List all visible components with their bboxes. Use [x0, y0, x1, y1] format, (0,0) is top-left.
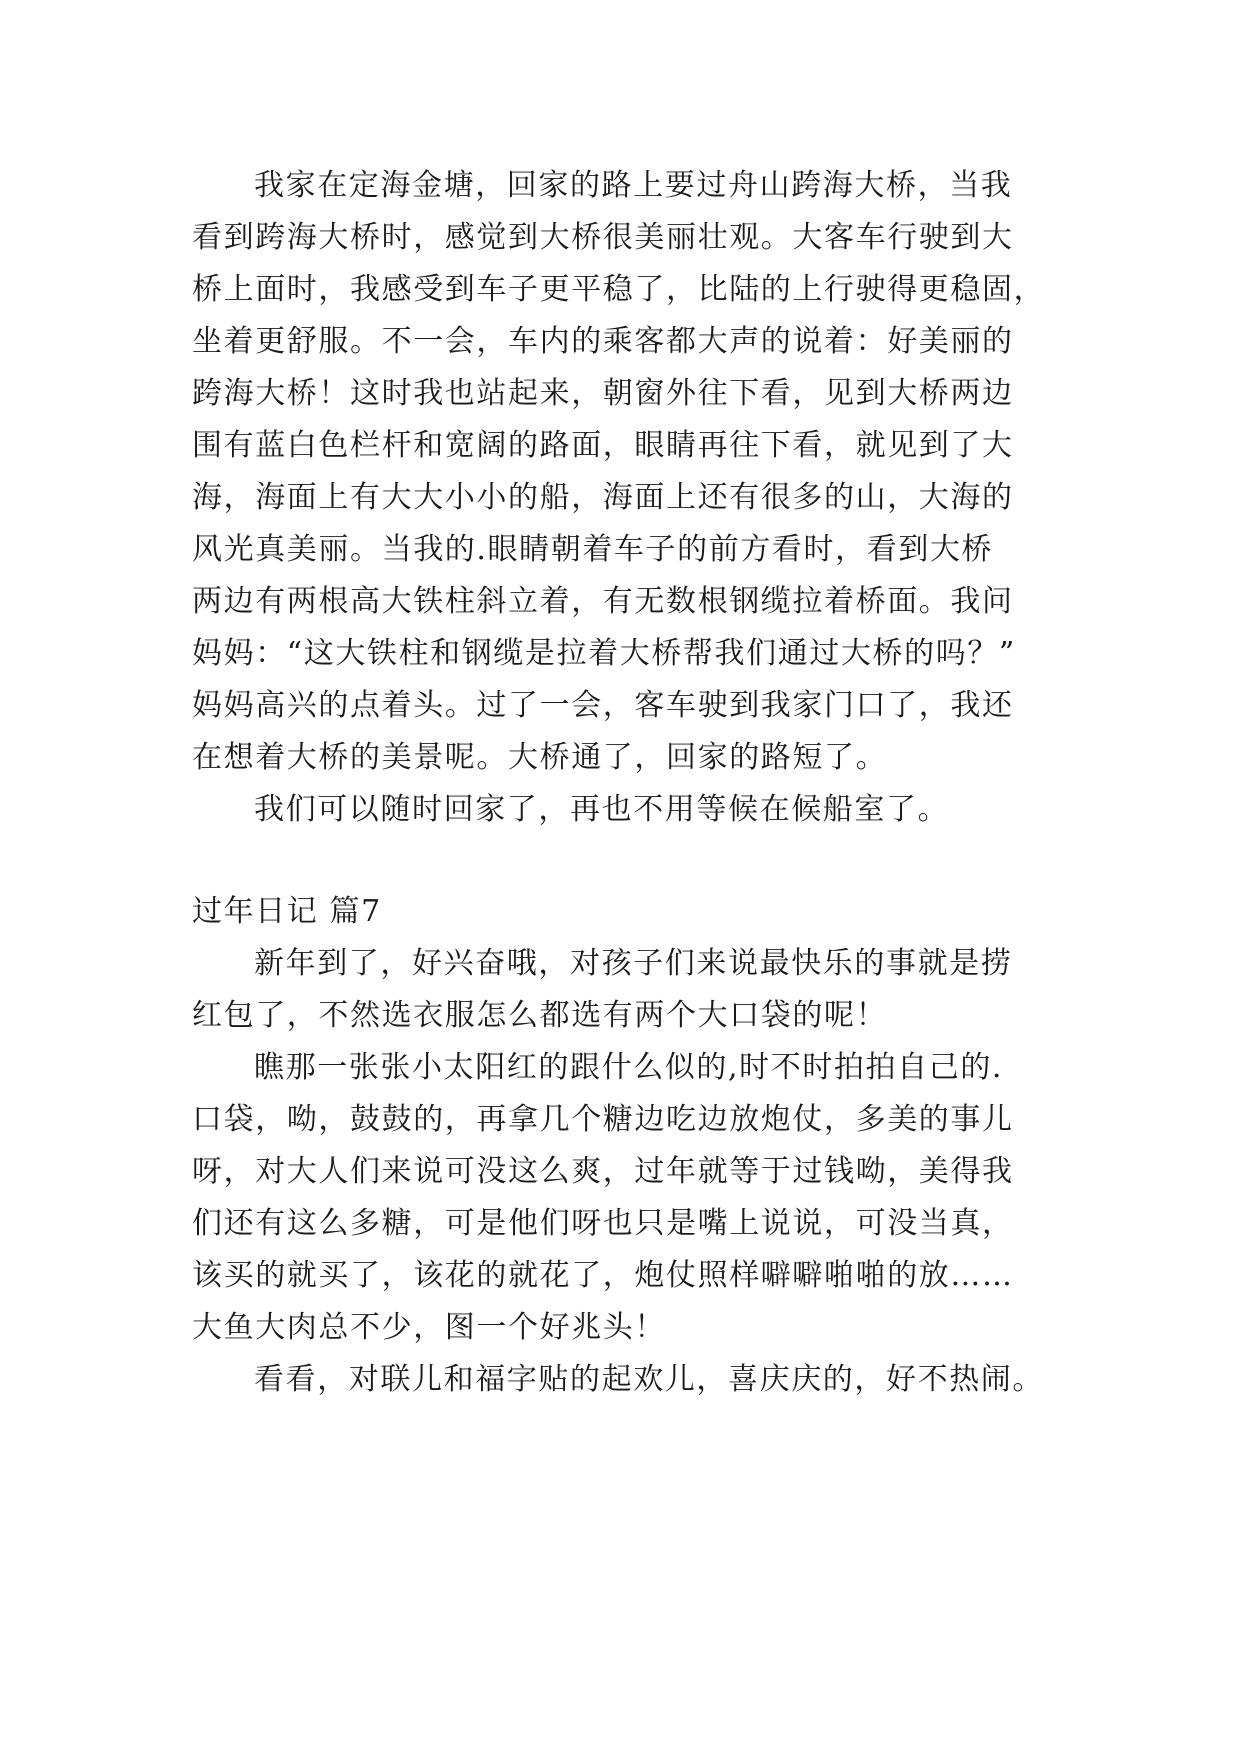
text-line: 们还有这么多糖，可是他们呀也只是嘴上说说，可没当真， — [192, 1206, 1014, 1241]
text-line: 在想着大桥的美景呢。大桥通了，回家的路短了。 — [192, 740, 888, 775]
text-line: 看到跨海大桥时，感觉到大桥很美丽壮观。大客车行驶到大 — [192, 220, 1014, 255]
text-line: 妈妈高兴的点着头。过了一会，客车驶到我家门口了，我还 — [192, 688, 1014, 723]
text-line: 坐着更舒服。不一会，车内的乘客都大声的说着：好美丽的 — [192, 324, 1014, 359]
text-line: 我们可以随时回家了，再也不用等候在候船室了。 — [254, 792, 950, 827]
paragraph-couplets — [192, 1354, 1052, 1406]
text-line: 口袋，呦，鼓鼓的，再拿几个糖边吃边放炮仗，多美的事儿 — [192, 1102, 1014, 1137]
text-line: 两边有两根高大铁柱斜立着，有无数根钢缆拉着桥面。我问 — [192, 584, 1014, 619]
text-line: 风光真美丽。当我的.眼睛朝着车子的前方看时，看到大桥 — [192, 532, 994, 567]
text-line: 红包了，不然选衣服怎么都选有两个大口袋的呢！ — [192, 998, 888, 1033]
text-line: 呀，对大人们来说可没这么爽，过年就等于过钱呦，美得我 — [192, 1154, 1014, 1189]
text-line: 瞧那一张张小太阳红的跟什么似的,时不时拍拍自己的. — [254, 1050, 1004, 1085]
text-line: 我家在定海金塘，回家的路上要过舟山跨海大桥，当我 — [254, 168, 1013, 203]
text-line: 海，海面上有大大小小的船，海面上还有很多的山，大海的 — [192, 480, 1014, 515]
text-line: 看看，对联儿和福字贴的起欢儿，喜庆庆的，好不热闹。 — [254, 1362, 1044, 1397]
paragraph-new-year — [192, 938, 1052, 1042]
text-line: 新年到了，好兴奋哦，对孩子们来说最快乐的事就是捞 — [254, 946, 1013, 981]
paragraph-conclusion — [192, 784, 1052, 836]
text-line: 桥上面时，我感受到车子更平稳了，比陆的上行驶得更稳固， — [192, 272, 1046, 307]
text-line: 该买的就买了，该花的就花了，炮仗照样噼噼啪啪的放…… — [192, 1258, 1014, 1293]
section-heading: 过年日记 篇7 — [192, 894, 382, 929]
text-line: 大鱼大肉总不少，图一个好兆头！ — [192, 1310, 666, 1345]
text-line: 围有蓝白色栏杆和宽阔的路面，眼睛再往下看，就见到了大 — [192, 428, 1014, 463]
paragraph-bridge — [192, 160, 1052, 784]
document-body — [192, 160, 1052, 1406]
text-line: 妈妈：“这大铁柱和钢缆是拉着大桥帮我们通过大桥的吗？” — [192, 636, 1016, 671]
text-line: 跨海大桥！这时我也站起来，朝窗外往下看，见到大桥两边 — [192, 376, 1014, 411]
paragraph-red-envelopes — [192, 1042, 1052, 1354]
